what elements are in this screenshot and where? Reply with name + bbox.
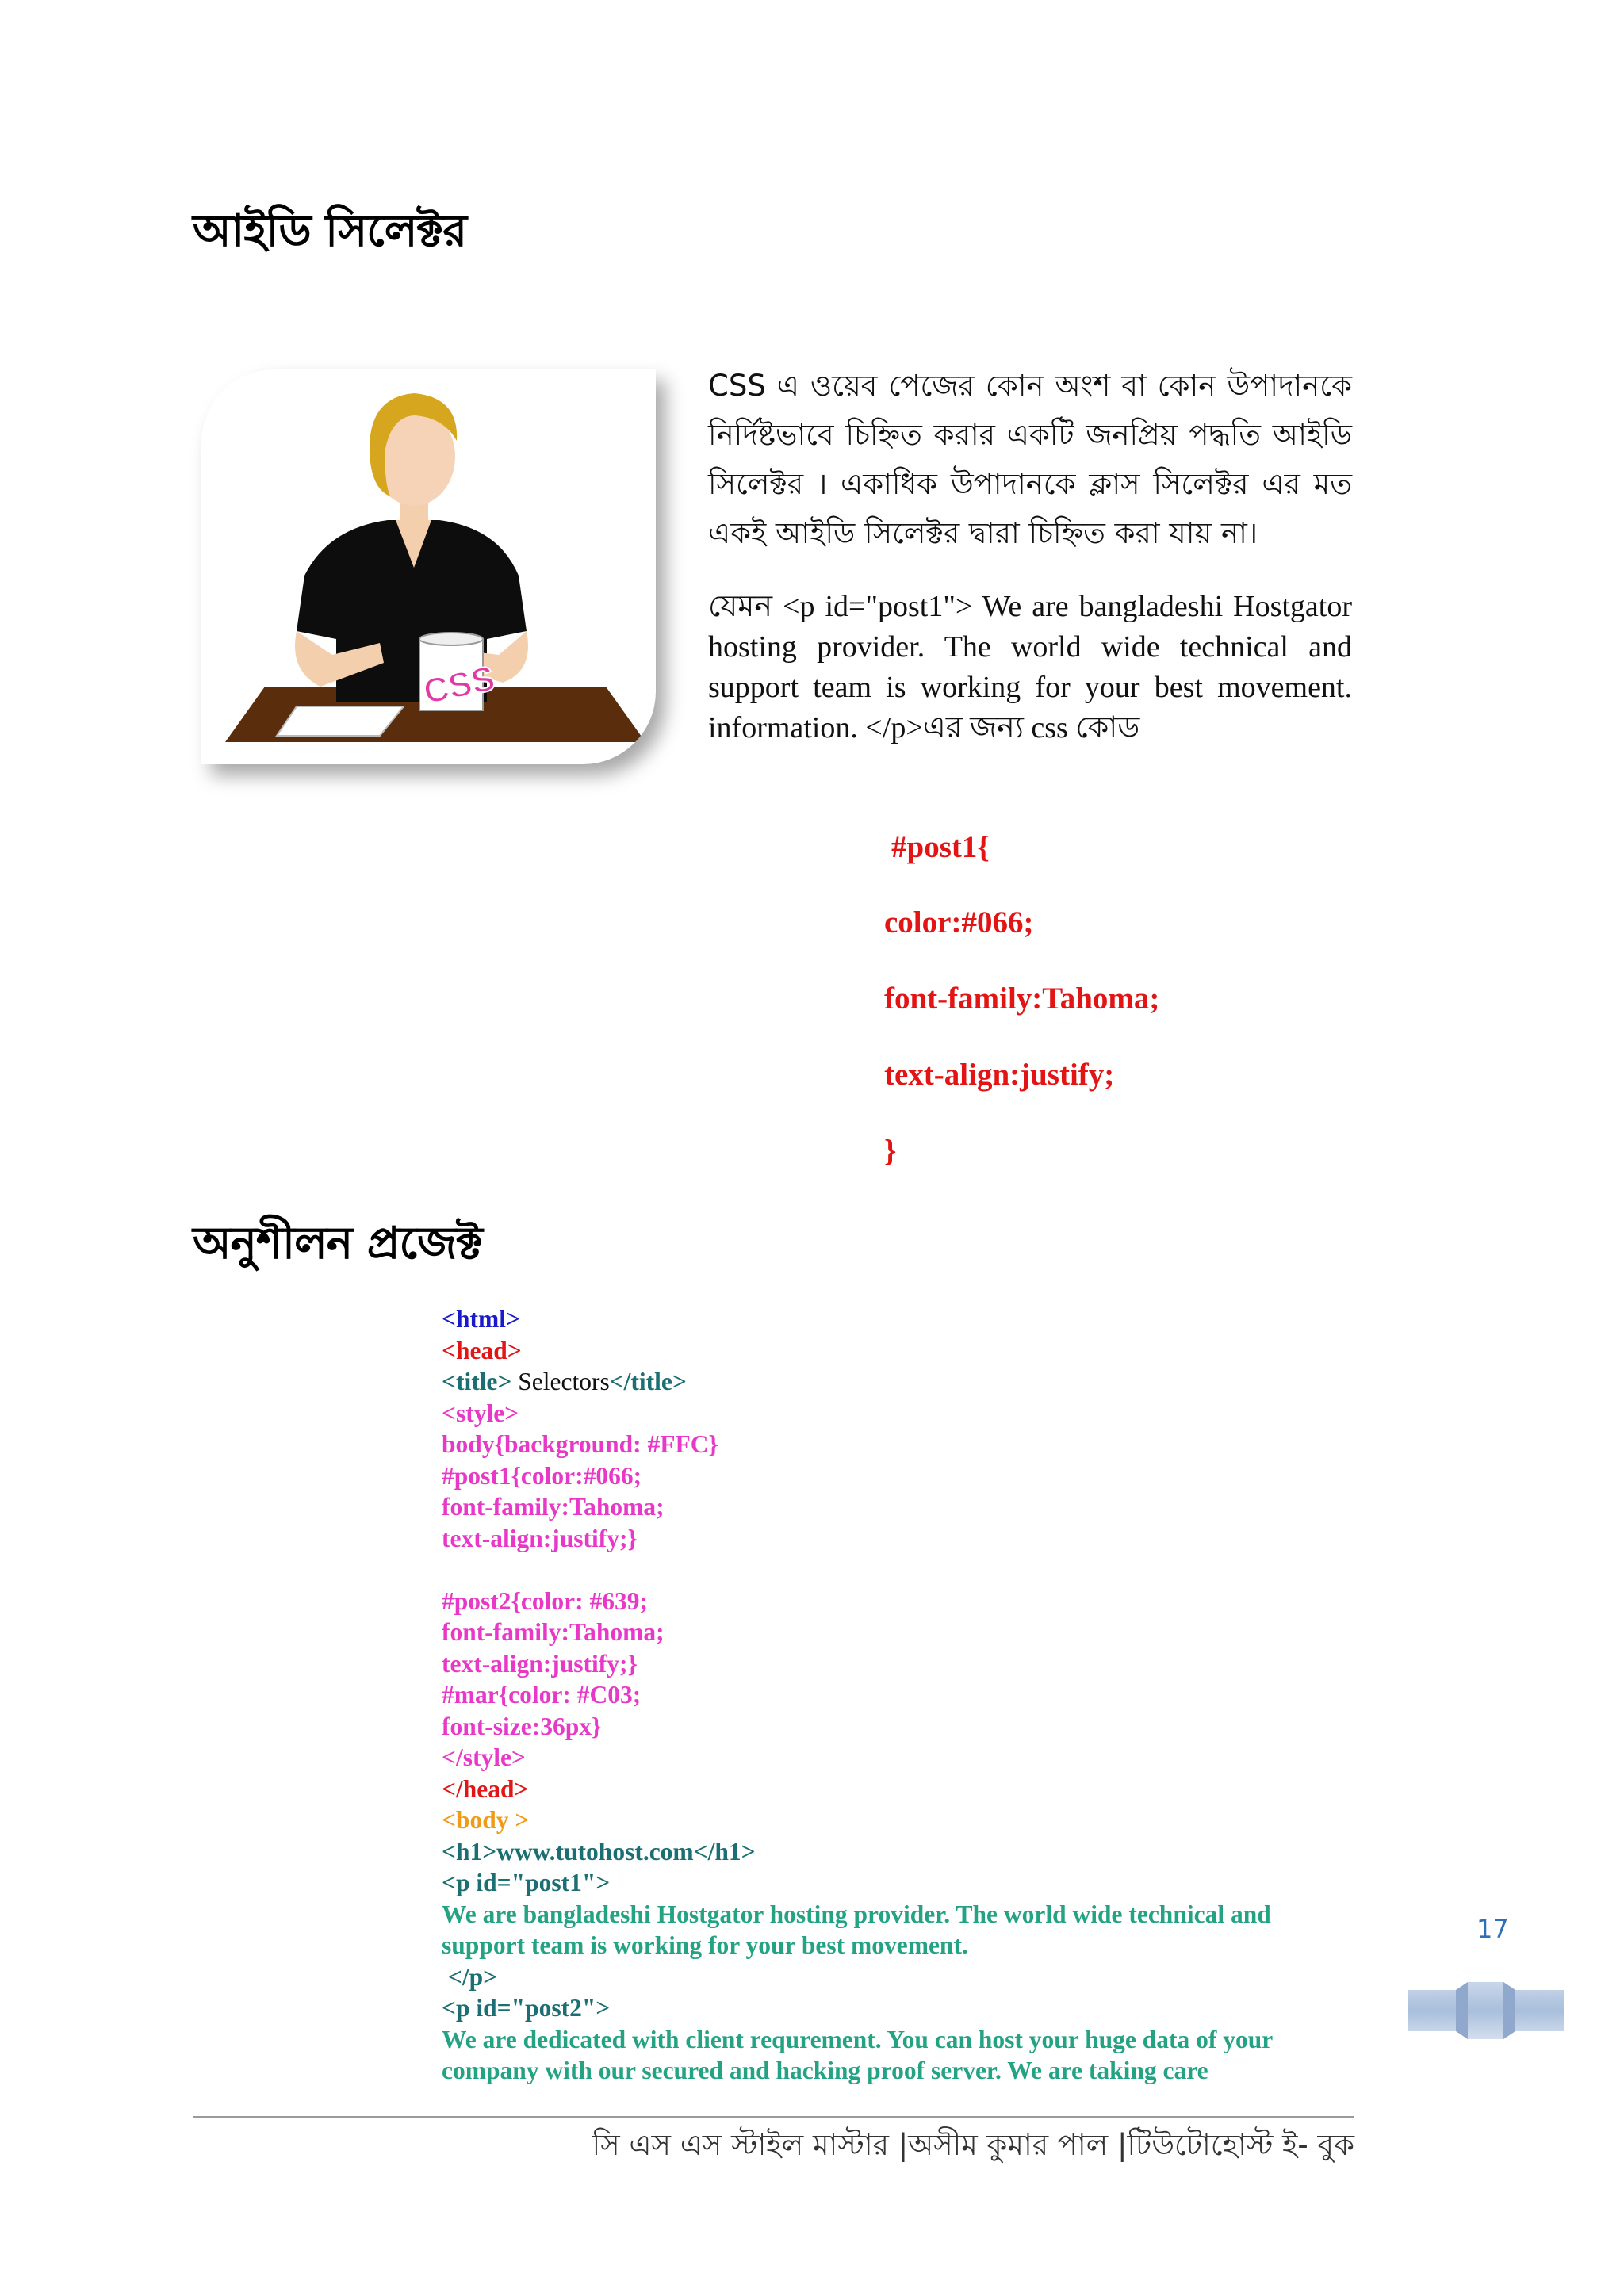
- css-example-line: color:#066;: [884, 905, 1034, 939]
- code-line: <h1>www.tutohost.com</h1>: [442, 1837, 756, 1866]
- code-line: font-size:36px}: [442, 1712, 602, 1740]
- code-listing: [442, 1303, 1346, 2087]
- footer-text: সি এস এস স্টাইল মাস্টার |অসীম কুমার পাল |টিউটোহোস্ট ই- বুক: [592, 2128, 1354, 2162]
- code-line: [442, 1366, 1346, 1398]
- code-line: #post1{color:#066;: [442, 1461, 642, 1490]
- code-token: Selectors: [511, 1368, 610, 1395]
- code-line: <head>: [442, 1336, 522, 1364]
- css-badge-text: CSS: [419, 658, 499, 712]
- intro-paragraph: CSS এ ওয়েব পেজের কোন অংশ বা কোন উপাদানকে নির্দিষ্টভাবে চিহ্নিত করার একটি জনপ্রিয় পদ্ধতি আইডি সিলেক্টর । একাধিক উপাদানকে ক্লাস সিলেক্টর এর মত একই আইডি সিলেক্টর দ্বারা চিহ্নিত করা যায় না।: [708, 369, 1352, 550]
- code-line: font-family:Tahoma;: [442, 1618, 665, 1646]
- code-line: </p>: [442, 1962, 498, 1991]
- code-line: <p id="post2">: [442, 1994, 611, 2022]
- section-heading-practice-project: অনুশীলন প্রজেক্ট: [193, 1218, 482, 1269]
- code-line: #mar{color: #C03;: [442, 1681, 642, 1709]
- code-line: font-family:Tahoma;: [442, 1493, 665, 1521]
- css-example-line: #post1{: [891, 830, 990, 864]
- code-line: <p id="post1">: [442, 1869, 611, 1896]
- section-heading-id-selector: আইডি সিলেক্টর: [193, 205, 467, 257]
- code-line: text-align:justify;}: [442, 1649, 638, 1678]
- code-line: <html>: [442, 1305, 520, 1333]
- code-line: We are bangladeshi Hostgator hosting provider. The world wide technical and support team is working for your best movement.: [442, 1900, 1271, 1959]
- footer-rule: [193, 2116, 1354, 2118]
- code-line: We are dedicated with client requrement. You can host your huge data of your company with our secured and hacking proof server. We are taking care: [442, 2025, 1273, 2084]
- code-line: text-align:justify;}: [442, 1524, 638, 1552]
- code-token: <title>: [442, 1368, 512, 1395]
- code-token: </title>: [609, 1368, 687, 1395]
- example-paragraph: যেমন <p id="post1"> We are bangladeshi Hostgator hosting provider. The world wide technical and support team is working for your best movement. information. </p>এর জন্য css কোড: [708, 590, 1352, 744]
- code-line: #post2{color: #639;: [442, 1586, 648, 1615]
- css-person-illustration: [201, 369, 656, 764]
- page-ribbon-decoration: [1408, 1982, 1564, 2042]
- code-blank-line: [442, 1554, 1346, 1586]
- css-example-line: }: [884, 1134, 897, 1168]
- code-line: </head>: [442, 1774, 529, 1803]
- page-number: 17: [1477, 1914, 1509, 1944]
- code-line: <style>: [442, 1399, 519, 1427]
- code-line: <body >: [442, 1806, 530, 1834]
- css-example-line: text-align:justify;: [884, 1058, 1115, 1092]
- css-example-line: font-family:Tahoma;: [884, 982, 1160, 1016]
- code-line: </style>: [442, 1743, 526, 1771]
- code-line: body{background: #FFC}: [442, 1430, 718, 1458]
